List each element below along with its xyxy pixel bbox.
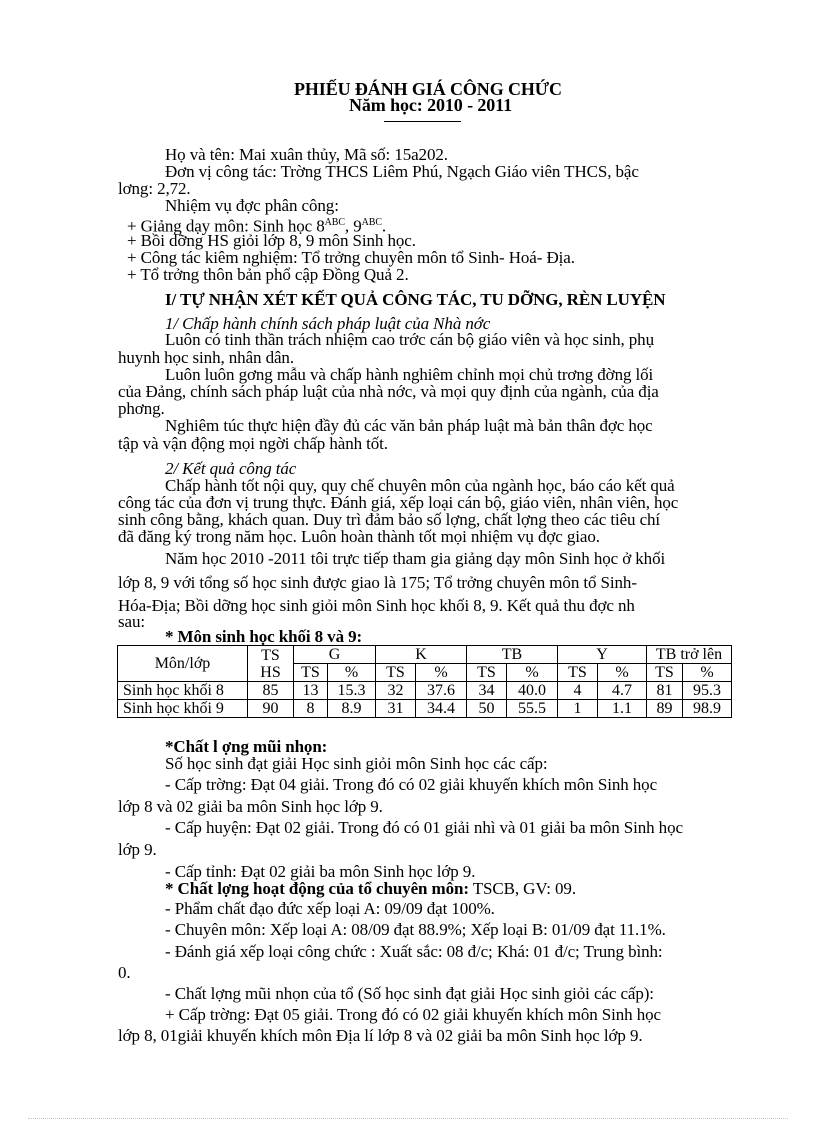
cell-tb-pct: 40.0 [507,682,558,700]
paragraph-1-line-2: huynh học sinh, nhân dân. [118,348,294,367]
team-heading-label: * Chất lợng hoạt động của tổ chuyên môn: [165,879,469,898]
header-average: TB [467,646,558,664]
subheader-pct: % [598,664,647,682]
subheader-ts: TS [558,664,598,682]
cell-y-ts: 1 [558,700,598,718]
header-weak: Y [558,646,647,664]
results-table [117,645,732,718]
table-heading: * Môn sinh học khối 8 và 9: [165,627,363,646]
cell-g-pct: 15.3 [328,682,376,700]
subheader-ts: TS [467,664,507,682]
district-level-line-2: lớp 9. [118,840,157,859]
header-subject: Môn/lớp [118,646,248,682]
team-spearhead: - Chất lợng mũi nhọn của tổ (Số học sinh đạt giải Học sinh giỏi các cấp): [165,984,654,1003]
duty-teaching-text: + Giảng dạy môn: Sinh học 8 [127,216,325,236]
row-label: Sinh học khối 8 [118,682,248,700]
header-good: G [294,646,376,664]
quality-intro: Số học sinh đạt giải Học sinh giỏi môn Sinh học các cấp: [165,754,548,773]
header-hs: HS [260,663,281,681]
duty-inspection: + Công tác kiêm nghiệm: Tổ trởng chuyên môn tổ Sinh- Hoá- Địa. [127,248,575,267]
duty-training: + Bồi dỡng HS giỏi lớp 8, 9 môn Sinh học. [127,231,416,250]
paragraph-4-line-4: đã đăng ký trong năm học. Luôn hoàn thành tốt mọi nhiệm vụ đợc giao. [118,527,600,546]
subheader-ts: TS [376,664,416,682]
name-line: Họ và tên: Mai xuân thủy, Mã số: 15a202. [165,145,448,164]
province-level: - Cấp tỉnh: Đạt 02 giải ba môn Sinh học lớp 9. [165,862,476,881]
duty-heading: Nhiệm vụ đợc phân công: [165,196,339,215]
cell-g-ts: 8 [294,700,328,718]
class-sup-9: ABC [361,217,382,228]
paragraph-5-line-2: lớp 8, 9 với tổng số học sinh được giao là 175; Tổ trởng chuyên môn tổ Sinh- [118,573,637,592]
cell-y-pct: 1.1 [598,700,647,718]
cell-up-ts: 81 [647,682,683,700]
paragraph-3-line-1: Nghiêm túc thực hiện đầy đủ các văn bản pháp luật mà bản thân đợc học [165,416,653,435]
cell-ts: 90 [248,700,294,718]
subsection-2: 2/ Kết quả công tác [165,459,297,478]
school-level-line-1: - Cấp trờng: Đạt 04 giải. Trong đó có 02 giải khuyến khích môn Sinh học [165,775,658,794]
subheader-pct: % [328,664,376,682]
subheader-pct: % [683,664,732,682]
cell-k-ts: 32 [376,682,416,700]
paragraph-2-line-1: Luôn luôn gơng mẫu và chấp hành nghiêm chỉnh mọi chủ trơng đờng lối [165,365,654,384]
cell-g-pct: 8.9 [328,700,376,718]
subheader-ts: TS [294,664,328,682]
table-row [118,700,732,718]
table-header-row [118,646,732,664]
cell-y-ts: 4 [558,682,598,700]
cell-up-pct: 95.3 [683,682,732,700]
paragraph-3-line-2: tập và vận động mọi ngời chấp hành tốt. [118,434,388,453]
subheader-ts: TS [647,664,683,682]
quality-heading: *Chất l ợng mũi nhọn: [165,737,328,756]
cell-y-pct: 4.7 [598,682,647,700]
header-ts: TS [261,646,280,664]
paragraph-2-line-2: của Đảng, chính sách pháp luật của nhà nớc, và mọi quy định của ngành, của địa [118,382,659,401]
subsection-1: 1/ Chấp hành chính sách pháp luật của Nhà nớc [165,314,491,333]
team-heading-tail: TSCB, GV: 09. [468,879,576,898]
duty-teaching-mid: , 9 [344,216,362,236]
team-rating-line-2: 0. [118,963,131,982]
subheader-pct: % [416,664,467,682]
cell-up-ts: 89 [647,700,683,718]
duty-teaching-end: . [381,216,387,236]
team-heading [165,879,576,898]
team-rating-line-1: - Đánh giá xếp loại công chức : Xuất sắc: 08 đ/c; Khá: 01 đ/c; Trung bình: [165,942,663,961]
cell-tb-pct: 55.5 [507,700,558,718]
subheader-pct: % [507,664,558,682]
class-sup-8: ABC [324,217,345,228]
paragraph-4-line-2: công tác của đơn vị trung thực. Đánh giá, xếp loại cán bộ, giáo viên, nhân viên, học [118,493,679,512]
paragraph-5-line-4: sau: [118,612,145,631]
cell-up-pct: 98.9 [683,700,732,718]
cell-tb-ts: 34 [467,682,507,700]
team-expertise: - Chuyên môn: Xếp loại A: 08/09 đạt 88.9%; Xếp loại B: 01/09 đạt 11.1%. [165,920,666,939]
unit-line-1: Đơn vị công tác: Trờng THCS Liêm Phú, Ngạch Giáo viên THCS, bậc [165,162,639,181]
cell-g-ts: 13 [294,682,328,700]
team-school-line-2: lớp 8, 01giải khuyến khích môn Địa lí lớp 8 và 02 giải ba môn Sinh học lớp 9. [118,1026,643,1045]
table-row [118,682,732,700]
paragraph-4-line-3: sinh công bằng, khách quan. Duy trì đảm bảo số lợng, chất lợng theo các tiêu chí [118,510,661,529]
paragraph-1-line-1: Luôn có tinh thần trách nhiệm cao trớc cán bộ giáo viên và học sinh, phụ [165,330,654,349]
paragraph-2-line-3: phơng. [118,399,165,418]
district-level-line-1: - Cấp huyện: Đạt 02 giải. Trong đó có 01 giải nhì và 01 giải ba môn Sinh học [165,818,683,837]
paragraph-4-line-1: Chấp hành tốt nội quy, quy chế chuyên môn của ngành học, báo cáo kết quả [165,476,675,495]
cell-k-pct: 37.6 [416,682,467,700]
unit-line-2: lơng: 2,72. [118,179,191,198]
cell-tb-ts: 50 [467,700,507,718]
team-ethics: - Phẩm chất đạo đức xếp loại A: 09/09 đạt 100%. [165,899,495,918]
team-school-line-1: + Cấp trờng: Đạt 05 giải. Trong đó có 02 giải khuyến khích môn Sinh học [165,1005,661,1024]
paragraph-5-line-3: Hóa-Địa; Bồi dỡng học sinh giỏi môn Sinh học khối 8, 9. Kết quả thu đợc nh [118,596,635,615]
paragraph-5-line-1: Năm học 2010 -2011 tôi trực tiếp tham gia giảng dạy môn Sinh học ở khối [165,549,666,568]
header-average-up: TB trở lên [647,646,732,664]
document-title: PHIẾU ĐÁNH GIÁ CÔNG CHỨC [294,79,562,99]
school-level-line-2: lớp 8 và 02 giải ba môn Sinh học lớp 9. [118,797,383,816]
page-edge-line [28,1118,788,1119]
duty-village: + Tổ trởng thôn bản phổ cập Đồng Quả 2. [127,265,409,284]
header-fair: K [376,646,467,664]
title-underline [384,121,461,122]
cell-k-ts: 31 [376,700,416,718]
cell-k-pct: 34.4 [416,700,467,718]
section-1-heading: I/ TỰ NHẬN XÉT KẾT QUẢ CÔNG TÁC, TU DỠNG, RÈN LUYỆN [165,290,666,309]
cell-ts: 85 [248,682,294,700]
school-year: Năm học: 2010 - 2011 [349,95,512,115]
row-label: Sinh học khối 9 [118,700,248,718]
header-total [248,646,294,682]
